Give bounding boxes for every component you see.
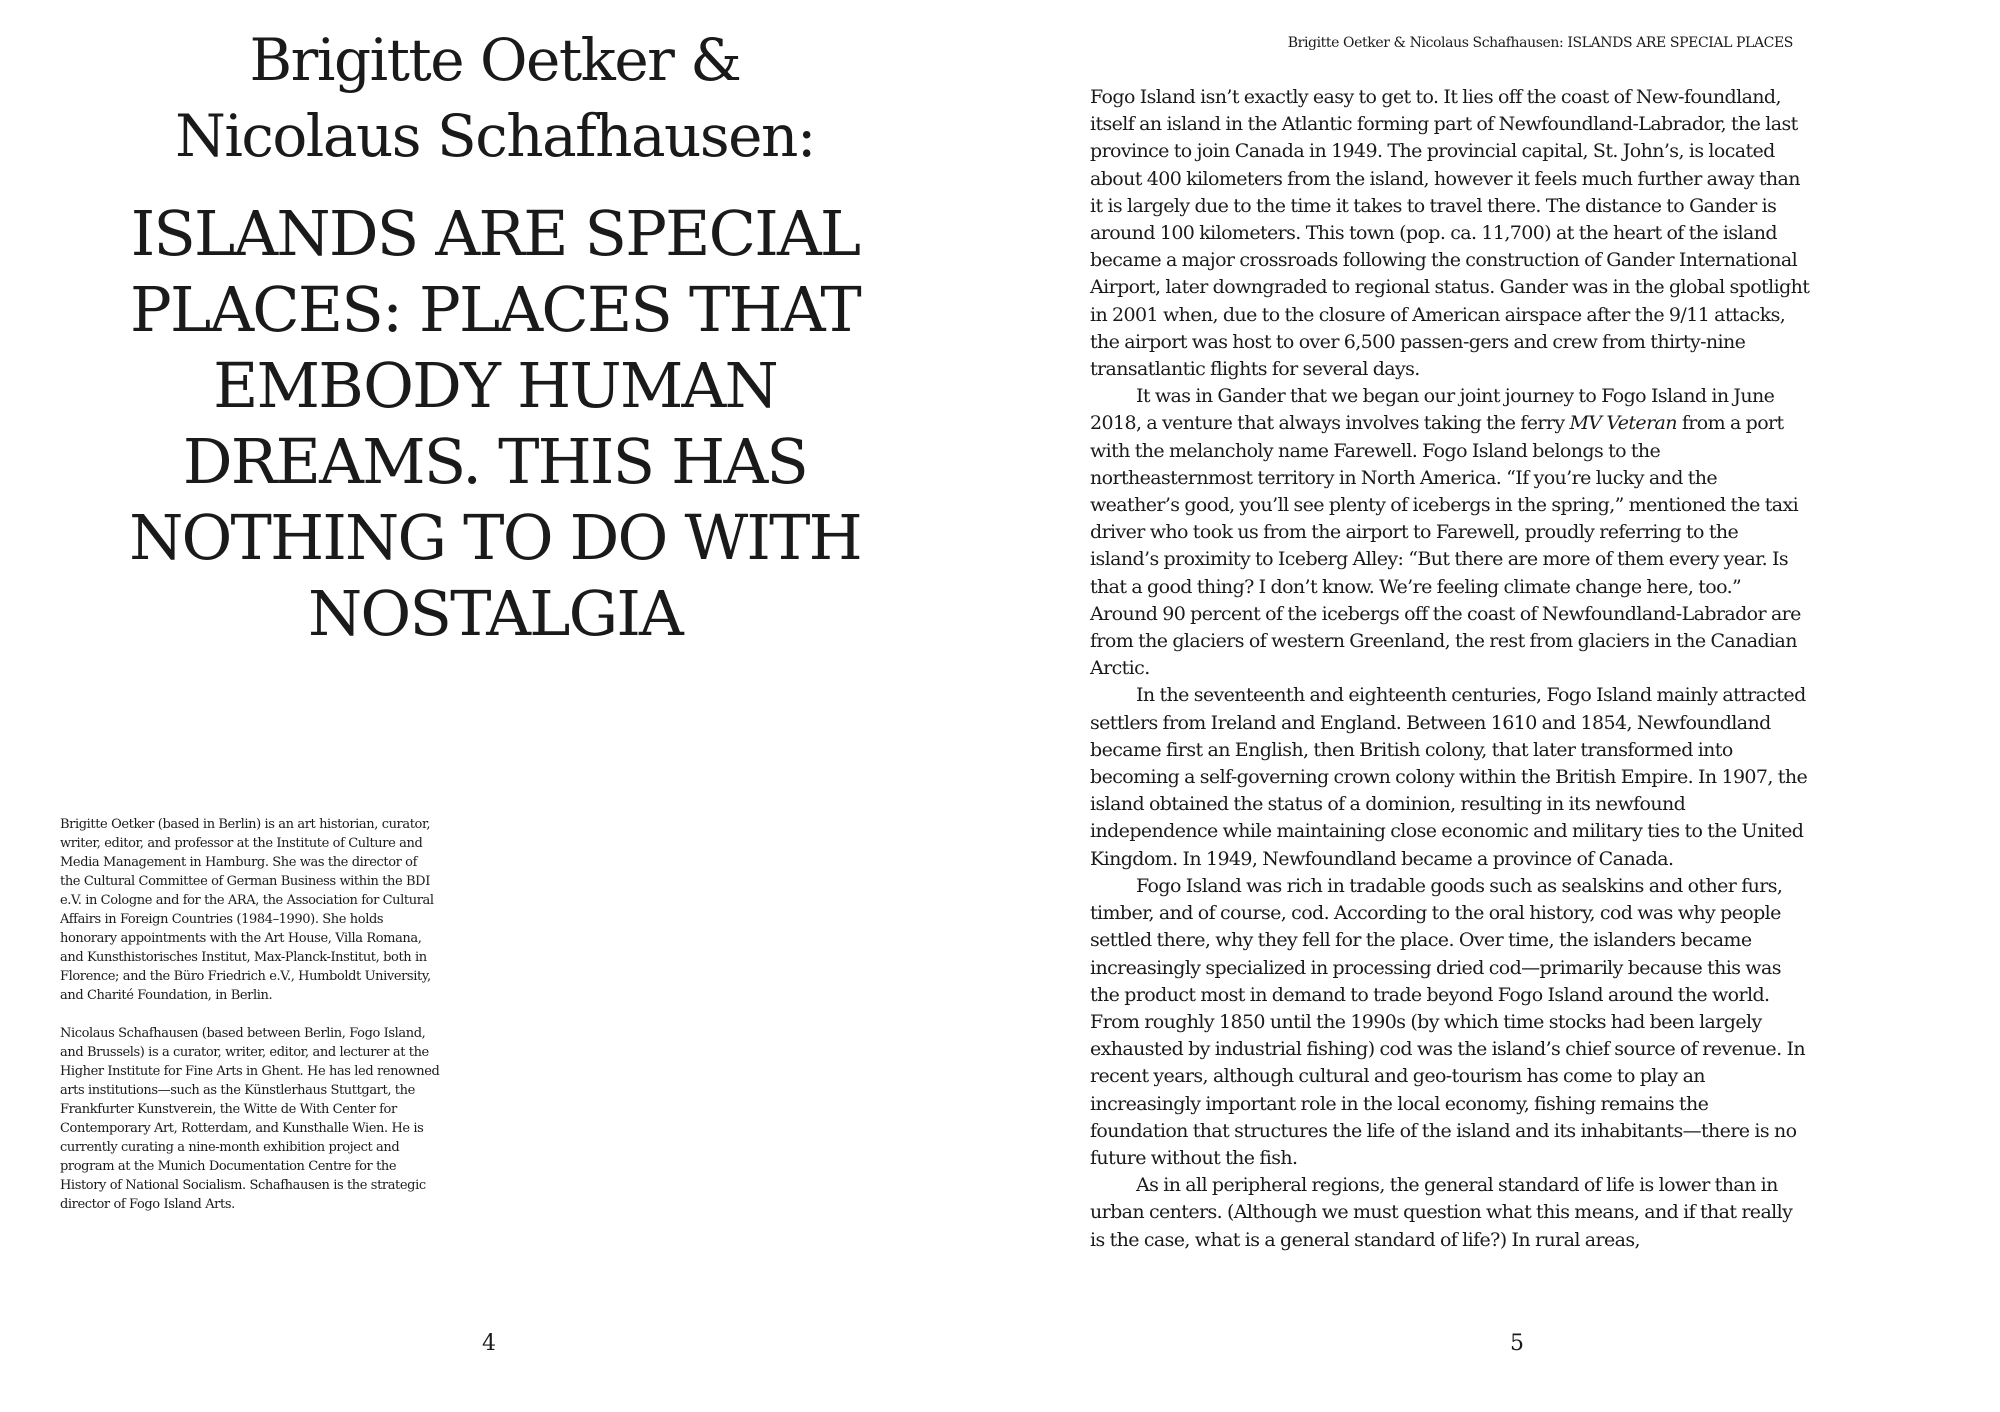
paragraph-5: As in all peripheral regions, the general standard of life is lower than in urban centers. (Although we must question what this means, and if that really is the case, what is a general standard of life?) In rural areas, <box>1090 1174 1793 1251</box>
paragraph-2 <box>1090 383 1810 682</box>
author-bios <box>60 815 440 1233</box>
author-names <box>95 22 895 174</box>
right-page <box>1000 0 2000 1412</box>
essay-headline: ISLANDS ARE SPECIAL PLACES: PLACES THAT EMBODY HUMAN DREAMS. THIS HAS NOTHING TO DO WITH NOSTALGIA <box>129 197 861 650</box>
paragraph-4: Fogo Island was rich in tradable goods such as sealskins and other furs, timber, and of course, cod. According to the oral history, cod was why people settled there, why they fell for the place. Over time, the islanders became increasingly specialized in processing dried cod—primarily because this was the product most in demand to trade beyond Fogo Island around the world. From roughly 1850 until the 1990s (by which time stocks had been largely exhausted by industrial fishing) cod was the island’s chief source of revenue. In recent years, although cultural and geo-tourism has come to play an increasingly important role in the local economy, fishing remains the foundation that structures the life of the island and its inhabitants—there is no future without the fish. <box>1090 874 1805 1169</box>
paragraph-3: In the seventeenth and eighteenth centuries, Fogo Island mainly attracted settlers from Ireland and England. Between 1610 and 1854, Newfoundland became first an English, then British colony, that later transformed into becoming a self-governing crown colony within the British Empire. In 1907, the island obtained the status of a dominion, resulting in its newfound independence while maintaining close economic and military ties to the United Kingdom. In 1949, Newfoundland became a province of Canada. <box>1090 684 1808 870</box>
bio-schafhausen: Nicolaus Schafhausen (based between Berlin, Fogo Island, and Brussels) is a curator, writer, editor, and lecturer at the Higher Institute for Fine Arts in Ghent. He has led renowned arts institutions—such as the Künstlerhaus Stuttgart, the Frankfurter Kunstverein, the Witte de With Center for Contemporary Art, Rotterdam, and Kunsthalle Wien. He is currently curating a nine-month exhibition project and program at the Munich Documentation Centre for the History of National Socialism. Schafhausen is the strategic director of Fogo Island Arts. <box>60 1026 440 1212</box>
title-block <box>95 22 895 652</box>
running-head: Brigitte Oetker & Nicolaus Schafhausen: ISLANDS ARE SPECIAL PLACES <box>1287 35 1793 51</box>
paragraph-2-start: It was in Gander that we began our joint journey to Fogo Island in June 2018, a venture that always involves taking the ferry <box>1090 385 1775 435</box>
ferry-name: MV Veteran <box>1569 412 1677 435</box>
bio-oetker: Brigitte Oetker (based in Berlin) is an art historian, curator, writer, editor, and professor at the Institute of Culture and Media Management in Hamburg. She was the director of the Cultural Committee of German Business within the BDI e.V. in Cologne and for the ARA, the Association for Cultural Affairs in Foreign Countries (1984–1990). She holds honorary appointments with the Art House, Villa Romana, and Kunsthistorisches Institut, Max-Planck-Institut, both in Florence; and the Büro Friedrich e.V., Humboldt University, and Charité Foundation, in Berlin. <box>60 817 434 1003</box>
page-number-left: 4 <box>482 1331 496 1356</box>
paragraph-2-end: from a port with the melancholy name Farewell. Fogo Island belongs to the northeasternmost territory in North America. “If you’re lucky and the weather’s good, you’ll see plenty of icebergs in the spring,” mentioned the taxi driver who took us from the airport to Farewell, proudly referring to the island’s proximity to Iceberg Alley: “But there are more of them every year. Is that a good thing? I don’t know. We’re feeling climate change here, too.” Around 90 percent of the icebergs off the coast of Newfoundland-Labrador are from the glaciers of western Greenland, the rest from glaciers in the Canadian Arctic. <box>1090 412 1801 680</box>
page-number-right: 5 <box>1510 1331 1524 1356</box>
authors-line-1: Brigitte Oetker & <box>249 26 741 94</box>
essay-body <box>1090 84 1810 1254</box>
paragraph-1: Fogo Island isn’t exactly easy to get to. It lies off the coast of New-foundland, itself an island in the Atlantic forming part of Newfoundland-Labrador, the last province to join Canada in 1949. The provincial capital, St. John’s, is located about 400 kilometers from the island, however it feels much further away than it is largely due to the time it takes to travel there. The distance to Gander is around 100 kilometers. This town (pop. ca. 11,700) at the heart of the island became a major crossroads following the construction of Gander International Airport, later downgraded to regional status. Gander was in the global spotlight in 2001 when, due to the closure of American airspace after the 9/11 attacks, the airport was host to over 6,500 passen-gers and crew from thirty-nine transatlantic flights for several days. <box>1090 86 1810 381</box>
authors-line-2: Nicolaus Schafhausen: <box>175 102 815 170</box>
